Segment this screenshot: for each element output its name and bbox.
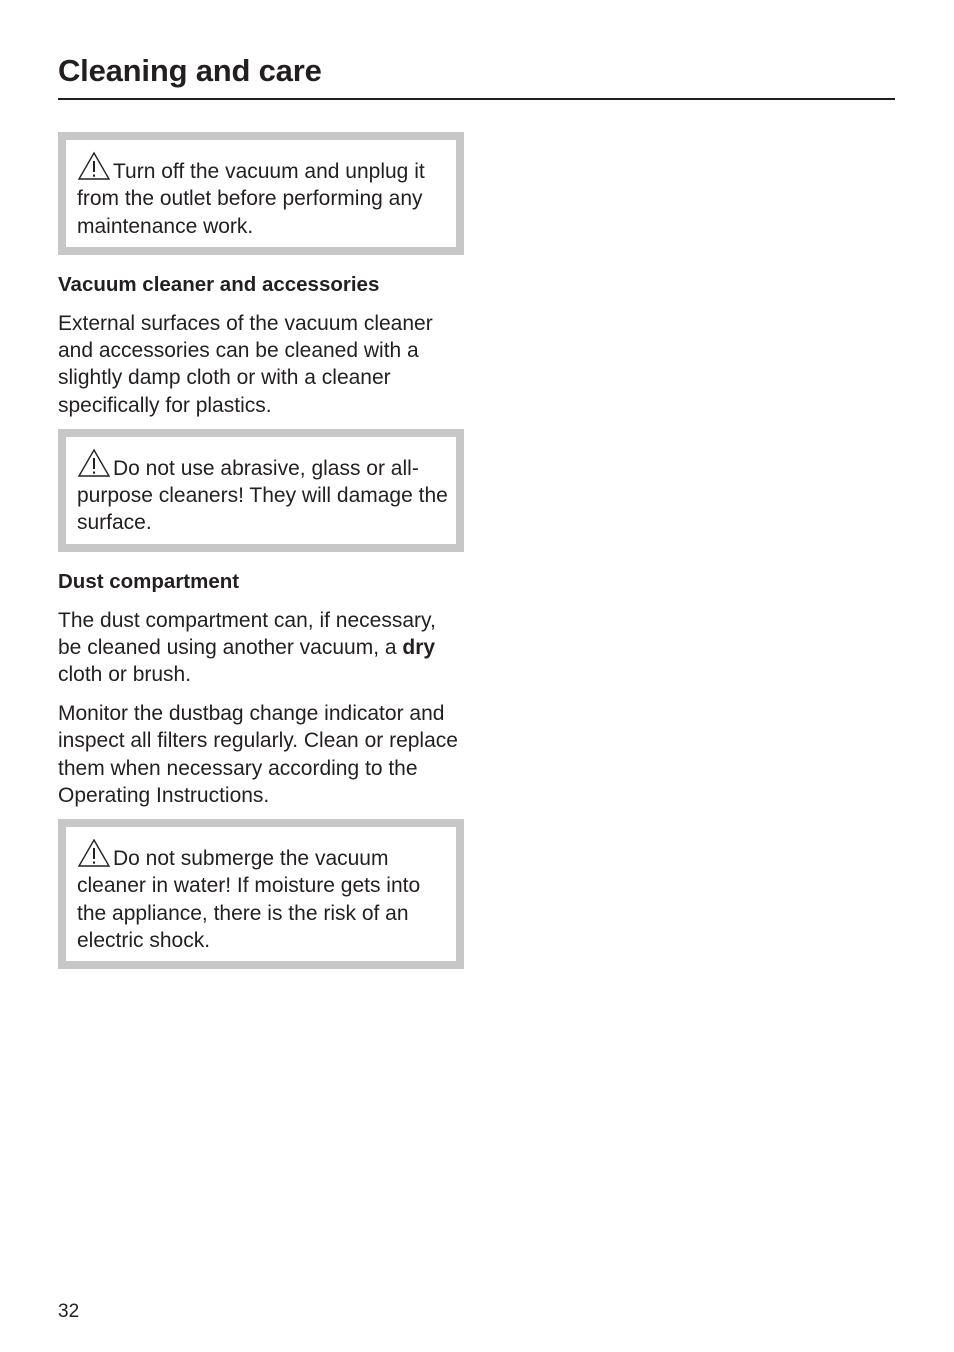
paragraph-vacuum-cleaning: External surfaces of the vacuum cleaner and accessories can be cleaned with a slightly damp cloth or with a cleaner specifically for plastics.: [58, 311, 433, 417]
warning-text-cleaners: Do not use abrasive, glass or all-purpose cleaners! They will damage the surface.: [77, 456, 448, 535]
dust-text-after: cloth or brush.: [58, 663, 192, 686]
dust-text-bold: dry: [402, 635, 436, 659]
warning-triangle-icon: [77, 448, 111, 478]
paragraph-dust-cleaning: [58, 607, 464, 689]
warning-box-water: [58, 819, 464, 969]
section-heading-dust: Dust compartment: [58, 569, 240, 593]
content-column: [58, 132, 464, 985]
page-number: 32: [58, 1301, 80, 1322]
section-heading-vacuum: Vacuum cleaner and accessories: [58, 272, 380, 296]
warning-box-cleaners: [58, 429, 464, 552]
paragraph-filters: Monitor the dustbag change indicator and inspect all filters regularly. Clean or replace them when necessary according to the Operating Instructions.: [58, 702, 458, 807]
dust-text-before: The dust compartment can, if necessary, be cleaned using another vacuum, a: [58, 608, 436, 659]
warning-triangle-icon: [77, 838, 111, 868]
page-title: Cleaning and care: [58, 53, 322, 88]
title-rule: [58, 98, 895, 100]
warning-text-unplug: Turn off the vacuum and unplug it from the outlet before performing any maintenance work.: [77, 160, 425, 238]
warning-text-water: Do not submerge the vacuum cleaner in water! If moisture gets into the appliance, there is the risk of an electric shock.: [77, 847, 421, 952]
warning-triangle-icon: [77, 151, 111, 181]
warning-box-unplug: [58, 132, 464, 255]
